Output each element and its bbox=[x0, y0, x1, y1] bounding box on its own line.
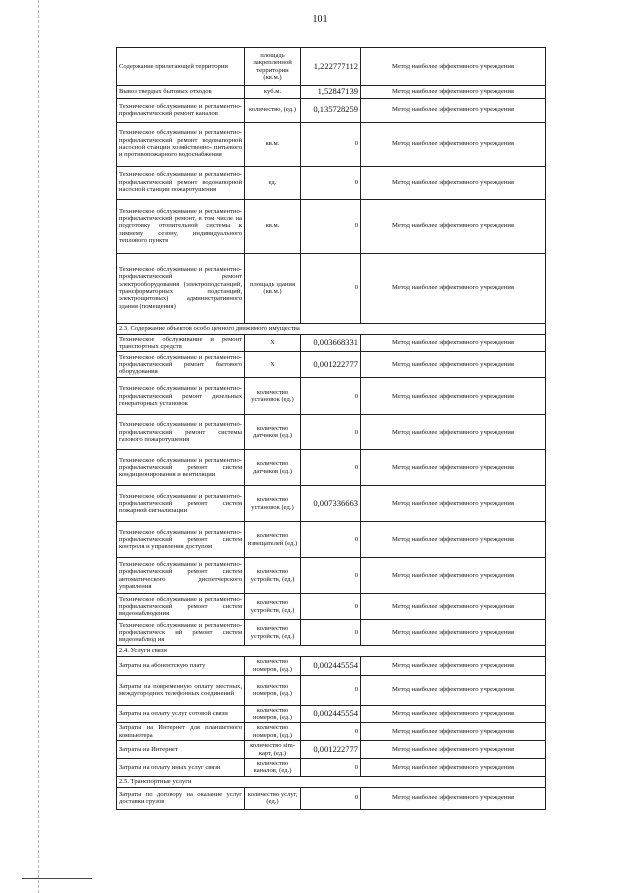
cost-item-name: Содержание прилегающей территории bbox=[117, 48, 245, 86]
method-cell: Метод наиболее эффективного учреждения bbox=[361, 758, 546, 776]
cost-item-name: Техническое обслуживание и регламентно- профилактический ремонт водонапорной насосной станции пожаротушения bbox=[117, 166, 245, 199]
table-row bbox=[117, 48, 546, 86]
table-row bbox=[117, 352, 546, 378]
table-row bbox=[117, 166, 546, 199]
cost-item-name: Затраты по договору на оказание услуг доставки грузов bbox=[117, 787, 245, 809]
value-cell: 0 bbox=[301, 558, 361, 594]
value-cell: 0 bbox=[301, 675, 361, 705]
cost-item-name: Затраты на абонентскую плату bbox=[117, 656, 245, 675]
method-cell: Метод наиболее эффективного учреждения bbox=[361, 48, 546, 86]
unit-cell: площадь здания (кв.м.) bbox=[245, 253, 301, 323]
cost-item-name: Техническое обслуживание и регламентно- профилактический ремонт каналов bbox=[117, 98, 245, 122]
cost-item-name: Техническое обслуживание и регламентно- профилактический ремонт систем кондиционирования и вентиляции bbox=[117, 450, 245, 486]
cost-item-name: Затраты на Интернет для планшетного компьютера bbox=[117, 723, 245, 741]
unit-cell: количество услуг, (ед.) bbox=[245, 787, 301, 809]
method-cell: Метод наиболее эффективного учреждения bbox=[361, 558, 546, 594]
value-cell: 0,002445554 bbox=[301, 656, 361, 675]
cost-item-name: Затраты на оплату услуг сотовой связи bbox=[117, 705, 245, 723]
cost-item-name: Техническое обслуживание и регламентно- профилактическ ий ремонт систем видеонаблюд ия bbox=[117, 620, 245, 646]
value-cell: 0 bbox=[301, 450, 361, 486]
method-cell: Метод наиболее эффективного учреждения bbox=[361, 450, 546, 486]
unit-cell: Х bbox=[245, 334, 301, 352]
value-cell: 0,135728259 bbox=[301, 98, 361, 122]
table-row bbox=[117, 253, 546, 323]
unit-cell: количество, (ед.) bbox=[245, 98, 301, 122]
method-cell: Метод наиболее эффективного учреждения bbox=[361, 675, 546, 705]
value-cell: 0 bbox=[301, 758, 361, 776]
unit-cell: количество каналов, (ед.) bbox=[245, 758, 301, 776]
method-cell: Метод наиболее эффективного учреждения bbox=[361, 656, 546, 675]
unit-cell: количество устройств, (ед.) bbox=[245, 620, 301, 646]
cost-item-name: Техническое обслуживание и регламентно- профилактический ремонт дизельных генераторных установок bbox=[117, 378, 245, 415]
value-cell: 0 bbox=[301, 199, 361, 253]
method-cell: Метод наиболее эффективного учреждения bbox=[361, 486, 546, 522]
unit-cell: количество устройств, (ед.) bbox=[245, 594, 301, 620]
unit-cell: площадь закрепленной территории (кв.м.) bbox=[245, 48, 301, 86]
value-cell: 0,002445554 bbox=[301, 705, 361, 723]
fold-line bbox=[38, 0, 39, 893]
unit-cell: количество установок (ед.) bbox=[245, 486, 301, 522]
unit-cell: количество номеров, (ед.) bbox=[245, 656, 301, 675]
cost-table bbox=[116, 47, 546, 810]
cost-item-name: Техническое обслуживание и регламентно- профилактический ремонт системы газового пожаротушения bbox=[117, 415, 245, 450]
footnote-separator bbox=[22, 878, 92, 879]
cost-item-name: Техническое обслуживание и регламентно- профилактический ремонт, в том числе на подготовку отопительной системы к зимнему сезону, индивидуального теплового пунктв bbox=[117, 199, 245, 253]
section-header-row bbox=[117, 323, 546, 334]
method-cell: Метод наиболее эффективного учреждения bbox=[361, 253, 546, 323]
unit-cell: Х bbox=[245, 352, 301, 378]
table-row bbox=[117, 787, 546, 809]
method-cell: Метод наиболее эффективного учреждения bbox=[361, 723, 546, 741]
section-title: 2.4. Услуги связи bbox=[117, 646, 546, 656]
value-cell: 0 bbox=[301, 253, 361, 323]
method-cell: Метод наиболее эффективного учреждения bbox=[361, 522, 546, 558]
unit-cell: количество номеров, (ед.) bbox=[245, 675, 301, 705]
table-row bbox=[117, 723, 546, 741]
method-cell: Метод наиболее эффективного учреждения bbox=[361, 122, 546, 166]
method-cell: Метод наиболее эффективного учреждения bbox=[361, 166, 546, 199]
cost-item-name: Затраты на Интернет bbox=[117, 741, 245, 759]
value-cell: 0 bbox=[301, 522, 361, 558]
value-cell: 0,001222777 bbox=[301, 741, 361, 759]
table-row bbox=[117, 86, 546, 99]
value-cell: 0 bbox=[301, 723, 361, 741]
value-cell: 0 bbox=[301, 594, 361, 620]
section-header-row bbox=[117, 776, 546, 787]
value-cell: 0 bbox=[301, 620, 361, 646]
unit-cell: кв.м. bbox=[245, 199, 301, 253]
value-cell: 0,003668331 bbox=[301, 334, 361, 352]
value-cell: 0,001222777 bbox=[301, 352, 361, 378]
table-row bbox=[117, 522, 546, 558]
method-cell: Метод наиболее эффективного учреждения bbox=[361, 705, 546, 723]
table-row bbox=[117, 705, 546, 723]
method-cell: Метод наиболее эффективного учреждения bbox=[361, 334, 546, 352]
unit-cell: ед. bbox=[245, 166, 301, 199]
cost-item-name: Затраты на повременную оплату местных, междугородних телефонных соединений bbox=[117, 675, 245, 705]
unit-cell: количество установок (ед.) bbox=[245, 378, 301, 415]
unit-cell: количество номеров, (ед.) bbox=[245, 723, 301, 741]
table-row bbox=[117, 620, 546, 646]
method-cell: Метод наиболее эффективного учреждения bbox=[361, 352, 546, 378]
table-row bbox=[117, 675, 546, 705]
method-cell: Метод наиболее эффективного учреждения bbox=[361, 98, 546, 122]
method-cell: Метод наиболее эффективного учреждения bbox=[361, 594, 546, 620]
unit-cell: количество датчиков (ед.) bbox=[245, 450, 301, 486]
unit-cell: количество датчиков (ед.) bbox=[245, 415, 301, 450]
method-cell: Метод наиболее эффективного учреждения bbox=[361, 620, 546, 646]
value-cell: 1,52847139 bbox=[301, 86, 361, 99]
unit-cell: количество устройств, (ед.) bbox=[245, 558, 301, 594]
table-row bbox=[117, 450, 546, 486]
method-cell: Метод наиболее эффективного учреждения bbox=[361, 378, 546, 415]
cost-item-name: Техническое обслуживание и ремонт транспортных средств bbox=[117, 334, 245, 352]
cost-item-name: Техническое обслуживание и регламентно- профилактический ремонт водонапорной насосной станции хозяйственно- питьевого и противопожарного водоснабжения bbox=[117, 122, 245, 166]
value-cell: 0 bbox=[301, 415, 361, 450]
unit-cell: куб.м. bbox=[245, 86, 301, 99]
cost-item-name: Техническое обслуживание и регламентно- профилактический ремонт электрооборудования (электроподстанций, трансформаторных подстанций, электрощитовых) административного здания (помещения) bbox=[117, 253, 245, 323]
unit-cell: количество номеров, (ед.) bbox=[245, 705, 301, 723]
section-header-row bbox=[117, 646, 546, 656]
cost-item-name: Вывоз твердых бытовых отходов bbox=[117, 86, 245, 99]
method-cell: Метод наиболее эффективного учреждения bbox=[361, 415, 546, 450]
table-row bbox=[117, 558, 546, 594]
table-row bbox=[117, 199, 546, 253]
table-row bbox=[117, 656, 546, 675]
section-title: 2.3. Содержание объектов особо ценного движимого имущества bbox=[117, 323, 546, 334]
table-row bbox=[117, 741, 546, 759]
unit-cell: количество sim-карт, (ед.) bbox=[245, 741, 301, 759]
table-row bbox=[117, 98, 546, 122]
unit-cell: количество извещателей (ед.) bbox=[245, 522, 301, 558]
table-row bbox=[117, 334, 546, 352]
cost-item-name: Техническое обслуживание и регламентно- профилактический ремонт бытового оборудования bbox=[117, 352, 245, 378]
method-cell: Метод наиболее эффективного учреждения bbox=[361, 741, 546, 759]
value-cell: 0 bbox=[301, 122, 361, 166]
method-cell: Метод наиболее эффективного учреждения bbox=[361, 199, 546, 253]
method-cell: Метод наиболее эффективного учреждения bbox=[361, 86, 546, 99]
table-row bbox=[117, 758, 546, 776]
cost-item-name: Техническое обслуживание и регламентно- профилактический ремонт систем контроля и управления доступом bbox=[117, 522, 245, 558]
table-row bbox=[117, 486, 546, 522]
value-cell: 0 bbox=[301, 378, 361, 415]
cost-item-name: Затраты на оплату иных услуг связи bbox=[117, 758, 245, 776]
value-cell: 0 bbox=[301, 787, 361, 809]
table-row bbox=[117, 378, 546, 415]
table-row bbox=[117, 122, 546, 166]
value-cell: 0 bbox=[301, 166, 361, 199]
cost-item-name: Техническое обслуживание и регламентно- профилактический ремонт систем автоматического диспетчерского управления bbox=[117, 558, 245, 594]
table-row bbox=[117, 415, 546, 450]
section-title: 2.5. Транспортные услуги bbox=[117, 776, 546, 787]
value-cell: 0,007336663 bbox=[301, 486, 361, 522]
method-cell: Метод наиболее эффективного учреждения bbox=[361, 787, 546, 809]
cost-item-name: Техническое обслуживание и регламентно- профилактический ремонт систем пожарной сигнализации bbox=[117, 486, 245, 522]
cost-item-name: Техническое обслуживание и регламентно- профилактический ремонт систем видеонаблюдения bbox=[117, 594, 245, 620]
page-number: 101 bbox=[312, 14, 328, 25]
table-row bbox=[117, 594, 546, 620]
value-cell: 1,222777112 bbox=[301, 48, 361, 86]
unit-cell: кв.м. bbox=[245, 122, 301, 166]
